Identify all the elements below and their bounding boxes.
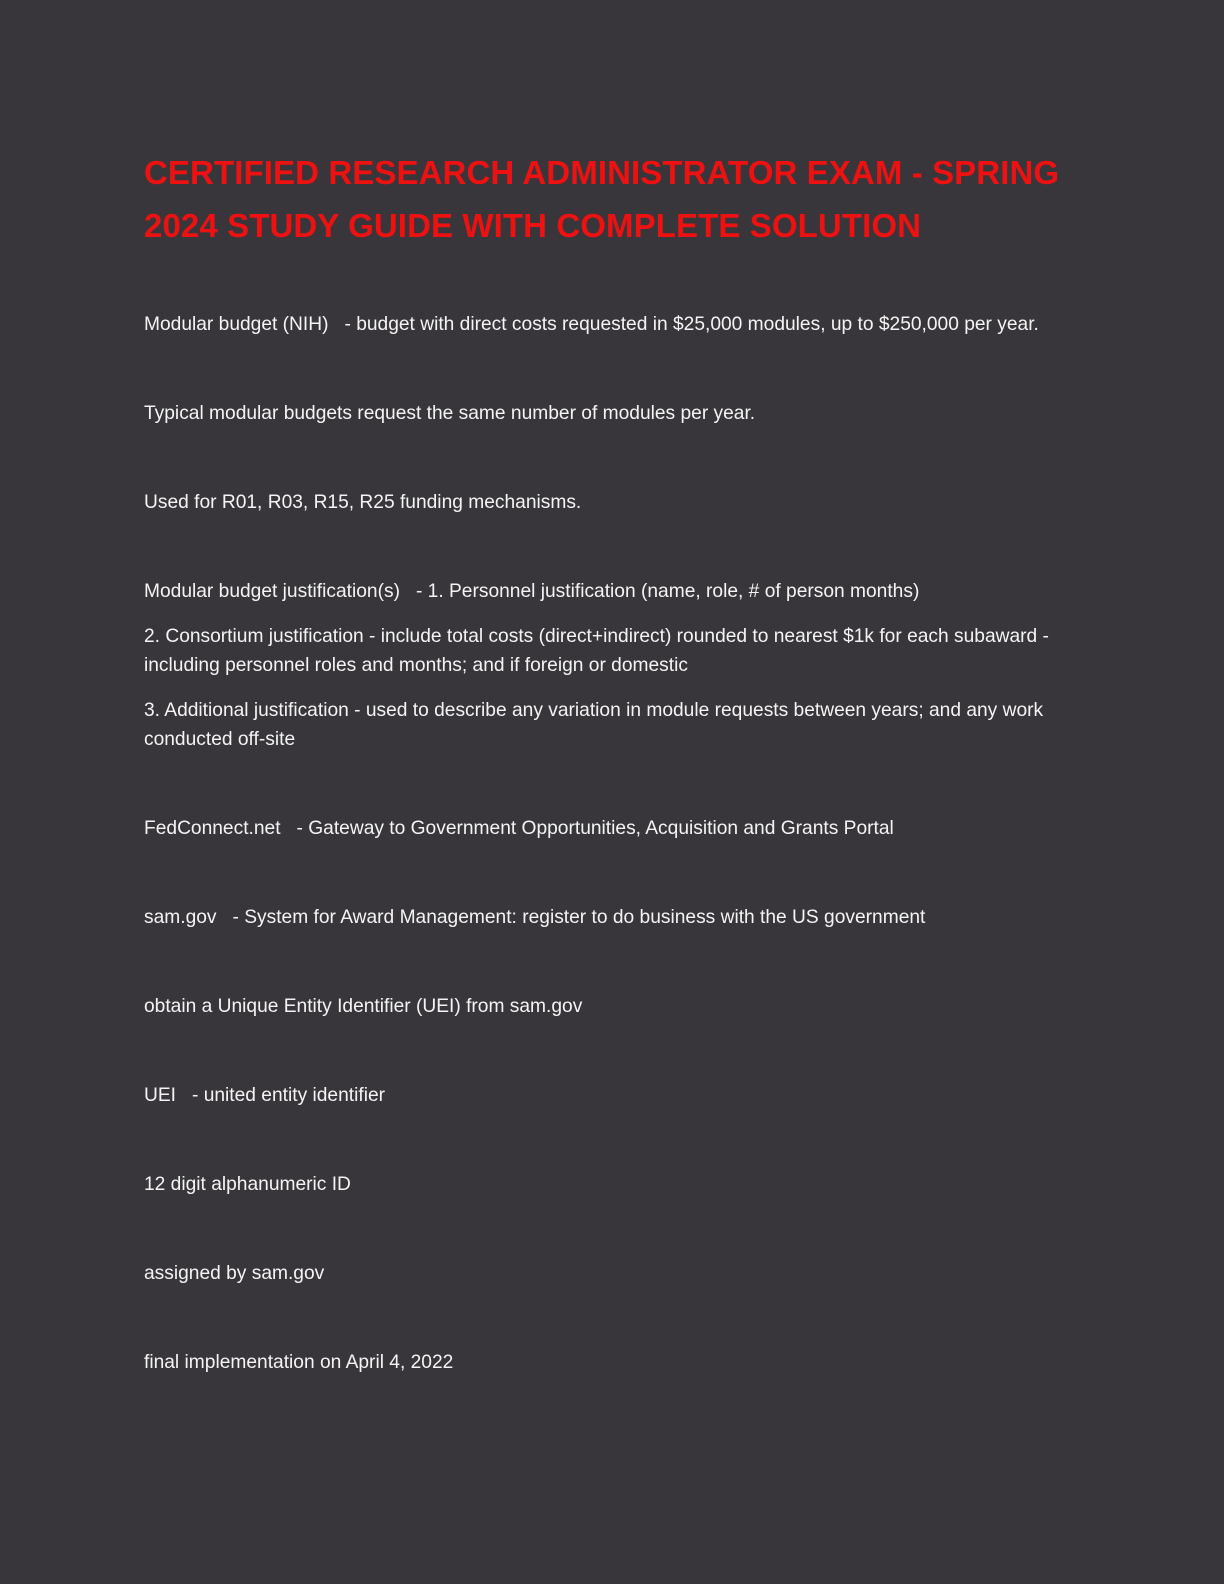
paragraph-assigned: assigned by sam.gov [144,1263,325,1284]
document-page [144,146,1084,1377]
paragraph-typical-modular: Typical modular budgets request the same number of modules per year. [144,403,756,424]
paragraph-additional: 3. Additional justification - used to describe any variation in module requests between years; and any work conducted off-site [144,700,1049,750]
paragraph-final-implementation: final implementation on April 4, 2022 [144,1352,454,1373]
document-body [144,310,1084,1377]
document-title: CERTIFIED RESEARCH ADMINISTRATOR EXAM - SPRING 2024 STUDY GUIDE WITH COMPLETE SOLUTION [144,154,1060,244]
paragraph-fedconnect: FedConnect.net - Gateway to Government Opportunities, Acquisition and Grants Portal [144,818,894,839]
paragraph-sam-gov: sam.gov - System for Award Management: register to do business with the US government [144,907,926,928]
paragraph-uei: UEI - united entity identifier [144,1085,386,1106]
paragraph-justifications: Modular budget justification(s) - 1. Personnel justification (name, role, # of person months) [144,581,920,602]
paragraph-12-digit: 12 digit alphanumeric ID [144,1174,351,1195]
paragraph-modular-budget: Modular budget (NIH) - budget with direct costs requested in $25,000 modules, up to $250,000 per year. [144,314,1039,335]
paragraph-consortium: 2. Consortium justification - include total costs (direct+indirect) rounded to nearest $1k for each subaward - including personnel roles and months; and if foreign or domestic [144,626,1055,676]
paragraph-funding-mechanisms: Used for R01, R03, R15, R25 funding mechanisms. [144,492,582,513]
paragraph-obtain-uei: obtain a Unique Entity Identifier (UEI) from sam.gov [144,996,583,1017]
